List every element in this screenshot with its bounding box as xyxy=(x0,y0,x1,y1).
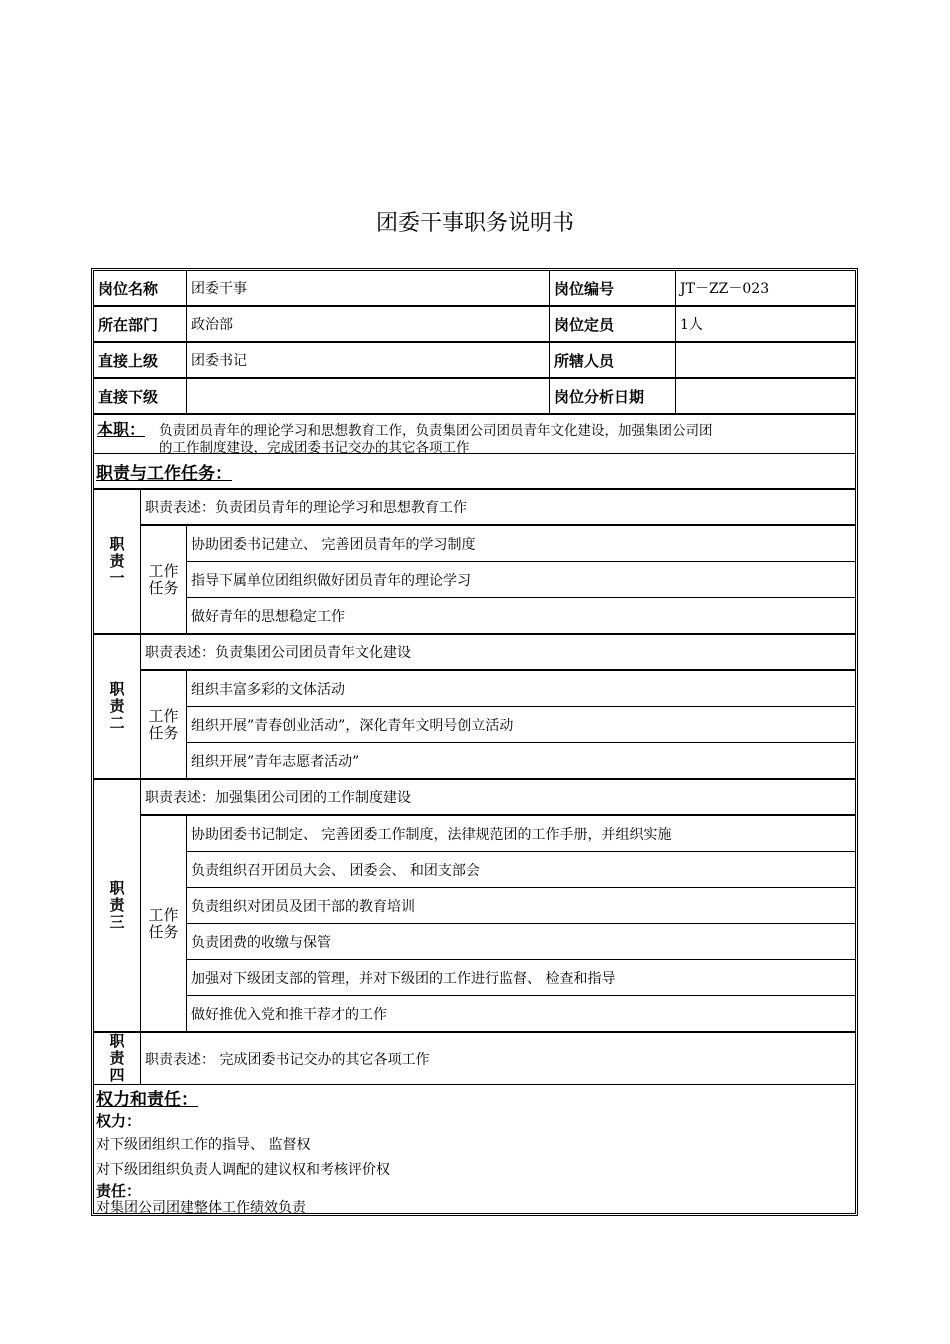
duty-4-label-char: 职 xyxy=(109,1032,125,1050)
duties-heading-row xyxy=(93,453,856,489)
duty-1-label-char: 职 xyxy=(109,535,125,553)
duty-2-task-2: 组织开展”青春创业活动”，深化青年文明号创立活动 xyxy=(186,706,856,743)
superior-value: 团委书记 xyxy=(186,342,550,378)
duty-3-label-char: 三 xyxy=(109,913,125,931)
duty-2-task-label xyxy=(140,670,187,779)
task-label-line-2: 任务 xyxy=(148,723,179,742)
duty-2-label-char: 职 xyxy=(109,680,125,698)
duty-3-task-2: 负责组织召开团员大会、 团委会、 和团支部会 xyxy=(186,851,856,888)
subordinate-label: 直接下级 xyxy=(93,378,187,414)
duty-4-statement: 职责表述： 完成团委书记交办的其它各项工作 xyxy=(140,1032,856,1085)
duties-heading: 职责与工作任务： xyxy=(96,463,232,484)
duty-3-task-6: 做好推优入党和推干荐才的工作 xyxy=(186,995,856,1032)
power-label: 权力： xyxy=(96,1112,142,1130)
duty-1-label xyxy=(93,489,141,634)
staff-label: 所辖人员 xyxy=(549,342,676,378)
position-code-label: 岗位编号 xyxy=(549,270,676,306)
duty-3-task-5: 加强对下级团支部的管理，并对下级团的工作进行监督、 检查和指导 xyxy=(186,959,856,996)
main-duty-line-2: 的工作制度建设，完成团委书记交办的其它各项工作 xyxy=(159,440,470,456)
duty-4-label-char: 四 xyxy=(109,1066,125,1084)
duty-4-label xyxy=(93,1032,141,1085)
duty-1-statement: 职责表述：负责团员青年的理论学习和思想教育工作 xyxy=(140,489,856,525)
headcount-value: 1人 xyxy=(675,306,856,342)
department-value: 政治部 xyxy=(186,306,550,342)
headcount-label: 岗位定员 xyxy=(549,306,676,342)
duty-1-label-char: 一 xyxy=(109,569,125,587)
duty-1-task-2: 指导下属单位团组织做好团员青年的理论学习 xyxy=(186,561,856,598)
task-label-line-1: 工作 xyxy=(148,905,179,924)
subordinate-value xyxy=(186,378,550,414)
duty-1-task-label xyxy=(140,525,187,634)
duty-3-label-char: 责 xyxy=(109,896,125,914)
power-item-2: 对下级团组织负责人调配的建议权和考核评价权 xyxy=(96,1162,390,1178)
duty-3-label-char: 职 xyxy=(109,879,125,897)
task-label-line-1: 工作 xyxy=(148,706,179,725)
position-name-value: 团委干事 xyxy=(186,270,550,306)
duty-3-task-4: 负责团费的收缴与保管 xyxy=(186,923,856,960)
task-label-line-1: 工作 xyxy=(148,561,179,580)
power-item-1: 对下级团组织工作的指导、 监督权 xyxy=(96,1137,311,1153)
responsibility-item-1: 对集团公司团建整体工作绩效负责 xyxy=(96,1200,306,1216)
staff-value xyxy=(675,342,856,378)
duty-2-task-3: 组织开展”青年志愿者活动” xyxy=(186,742,856,779)
position-name-label: 岗位名称 xyxy=(93,270,187,306)
duty-1-task-3: 做好青年的思想稳定工作 xyxy=(186,597,856,634)
responsibility-label: 责任： xyxy=(96,1182,142,1200)
main-duty-section xyxy=(93,414,856,454)
page-title: 团委干事职务说明书 xyxy=(375,211,574,236)
analysis-date-value xyxy=(675,378,856,414)
duty-1-label-char: 责 xyxy=(109,552,125,570)
rights-section xyxy=(93,1084,856,1214)
duty-2-label-char: 二 xyxy=(109,714,125,732)
duty-3-task-label xyxy=(140,815,187,1032)
task-label-line-2: 任务 xyxy=(148,578,179,597)
duty-3-label xyxy=(93,779,141,1032)
analysis-date-label: 岗位分析日期 xyxy=(549,378,676,414)
duty-3-task-3: 负责组织对团员及团干部的教育培训 xyxy=(186,887,856,924)
duty-2-statement: 职责表述：负责集团公司团员青年文化建设 xyxy=(140,634,856,670)
main-duty-line-1: 负责团员青年的理论学习和思想教育工作，负责集团公司团员青年文化建设，加强集团公司团 xyxy=(159,423,713,439)
duty-2-task-1: 组织丰富多彩的文体活动 xyxy=(186,670,856,707)
duty-1-task-1: 协助团委书记建立、 完善团员青年的学习制度 xyxy=(186,525,856,562)
duty-3-task-1: 协助团委书记制定、 完善团委工作制度，法律规范团的工作手册，并组织实施 xyxy=(186,815,856,852)
duty-2-label xyxy=(93,634,141,779)
superior-label: 直接上级 xyxy=(93,342,187,378)
rights-heading: 权力和责任： xyxy=(96,1090,198,1110)
position-code-value: JT－ZZ－023 xyxy=(675,270,856,306)
main-duty-label: 本职： xyxy=(97,420,146,439)
department-label: 所在部门 xyxy=(93,306,187,342)
task-label-line-2: 任务 xyxy=(148,922,179,941)
duty-2-label-char: 责 xyxy=(109,697,125,715)
duty-4-label-char: 责 xyxy=(109,1049,125,1067)
duty-3-statement: 职责表述：加强集团公司团的工作制度建设 xyxy=(140,779,856,815)
